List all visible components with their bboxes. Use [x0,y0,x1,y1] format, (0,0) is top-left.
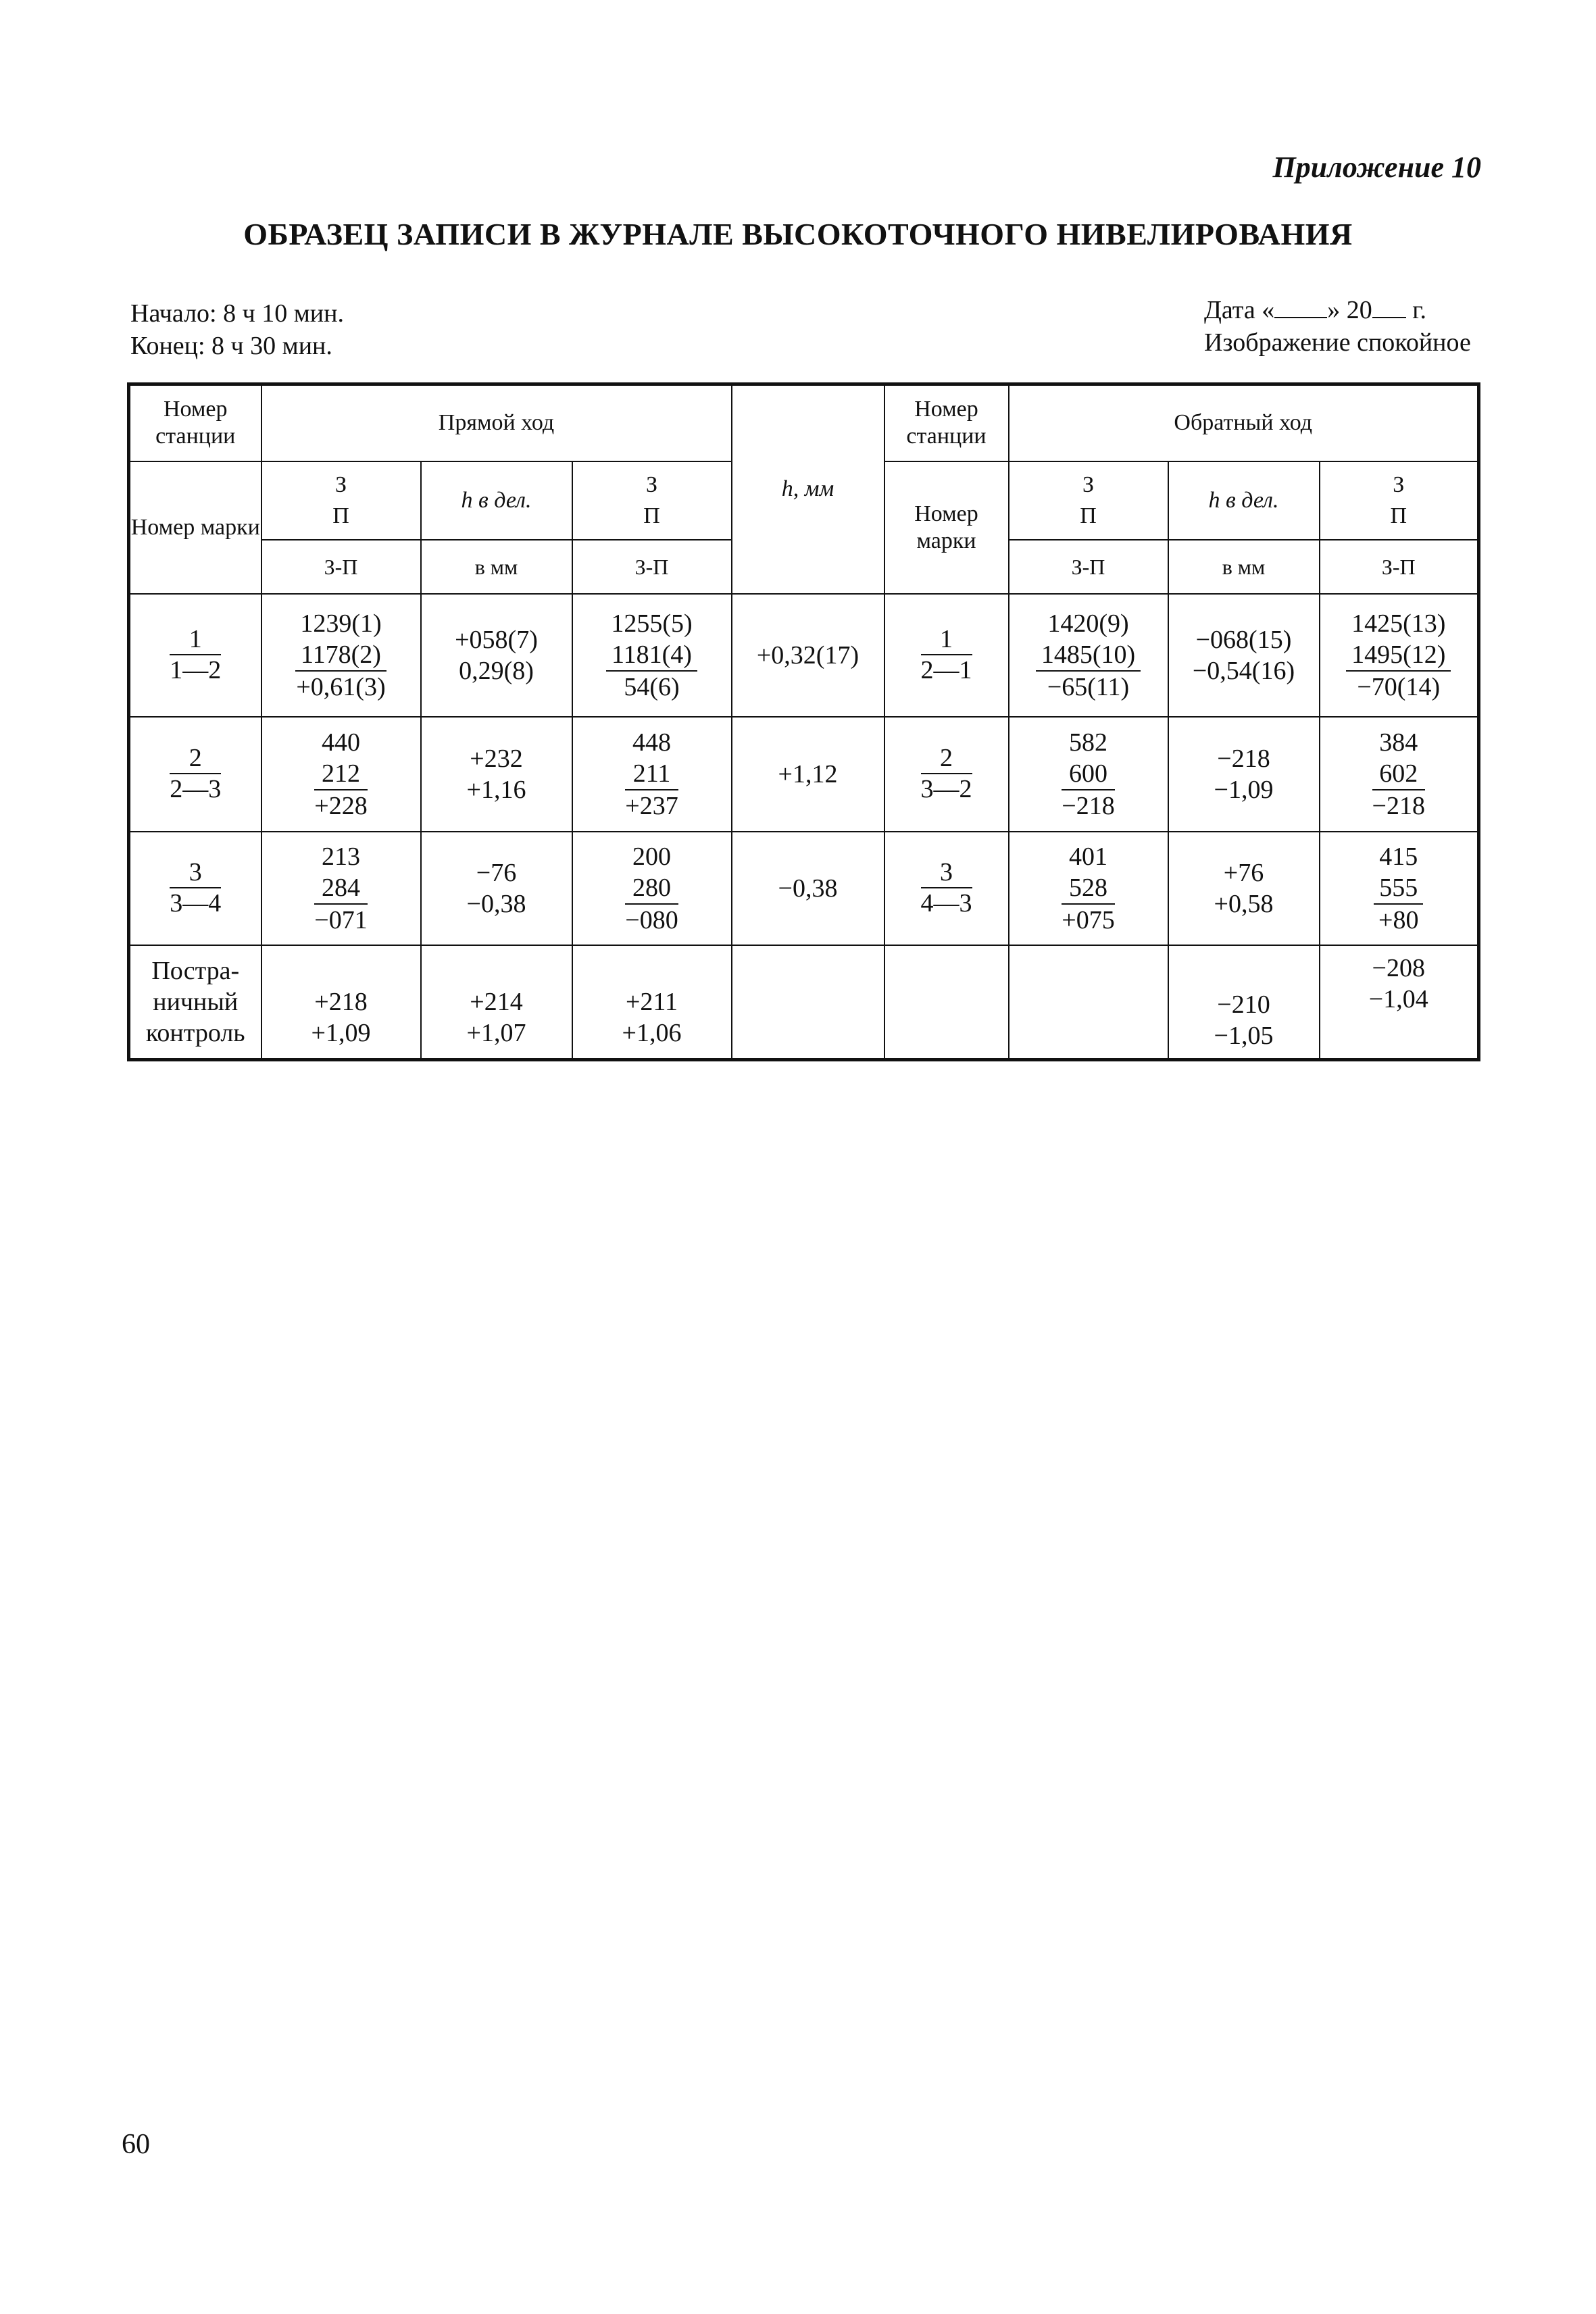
header-zp-1: З П [261,461,421,540]
station-cell-back: $\frac{1}{2—1}$ [884,594,1009,717]
header-z-minus-p-4: З-П [1320,540,1479,594]
forward-reading-1: 1239(1) 1178(2) +0,61(3) [261,594,421,717]
header-in-mm-back: в мм [1168,540,1320,594]
forward-h-div: +232 +1,16 [421,717,572,832]
end-time: Конец: 8 ч 30 мин. [130,332,332,360]
header-z-minus-p-2: З-П [572,540,732,594]
forward-h-div: +058(7) 0,29(8) [421,594,572,717]
header-zp-2: З П [572,461,732,540]
station-cell: $\frac{3}{3—4}$ [129,832,261,945]
date-info [1204,294,1471,359]
header-h-div: h в дел. [421,461,572,540]
header-zp-3: З П [1009,461,1168,540]
control-station-back-empty [884,945,1009,1060]
h-mm-cell: +0,32(17) [732,594,884,717]
leveling-journal-table [127,382,1480,1061]
table-row [129,594,1479,717]
control-forward-h: +214 +1,07 [421,945,572,1060]
header-z-minus-p-3: З-П [1009,540,1168,594]
control-forward-1: +218 +1,09 [261,945,421,1060]
header-h-mm: h, мм [732,384,884,594]
h-mm-cell: −0,38 [732,832,884,945]
table-row [129,832,1479,945]
day-blank [1274,297,1327,318]
backward-reading-1: 582 600 −218 [1009,717,1168,832]
backward-h-div: −068(15) −0,54(16) [1168,594,1320,717]
station-cell: $\frac{1}{1—2}$ [129,594,261,717]
backward-h-div: −218 −1,09 [1168,717,1320,832]
page-control-label: Постра- ничный контроль [129,945,261,1060]
header-mark-number: Номер марки [129,461,261,594]
header-backward-run: Обратный ход [1009,384,1479,461]
forward-reading-2: 448 211 +237 [572,717,732,832]
header-station-number-back: Номер станции [884,384,1009,461]
forward-reading-1: 213 284 −071 [261,832,421,945]
backward-reading-2: 1425(13) 1495(12) −70(14) [1320,594,1479,717]
station-cell-back: $\frac{2}{3—2}$ [884,717,1009,832]
year-blank [1372,297,1406,318]
station-cell-back: $\frac{3}{4—3}$ [884,832,1009,945]
header-mark-number-back: Номер марки [884,461,1009,594]
header-z-minus-p-1: З-П [261,540,421,594]
header-h-div-back: h в дел. [1168,461,1320,540]
time-info [130,297,344,362]
forward-h-div: −76 −0,38 [421,832,572,945]
backward-reading-1: 1420(9) 1485(10) −65(11) [1009,594,1168,717]
control-forward-2: +211 +1,06 [572,945,732,1060]
backward-reading-2: 415 555 +80 [1320,832,1479,945]
header-zp-4: З П [1320,461,1479,540]
image-quality: Изображение спокойное [1204,328,1471,357]
date-prefix: Дата « [1204,296,1275,324]
forward-reading-2: 200 280 −080 [572,832,732,945]
header-forward-run: Прямой ход [261,384,732,461]
start-time: Начало: 8 ч 10 мин. [130,299,344,328]
header-in-mm: в мм [421,540,572,594]
forward-reading-1: 440 212 +228 [261,717,421,832]
backward-reading-2: 384 602 −218 [1320,717,1479,832]
date-suffix: г. [1405,296,1427,324]
forward-reading-2: 1255(5) 1181(4) 54(6) [572,594,732,717]
date-line [1204,294,1471,326]
appendix-label: Приложение 10 [1272,151,1481,184]
page-control-row [129,945,1479,1060]
control-backward-2: −208 −1,04 [1320,945,1479,1060]
backward-reading-1: 401 528 +075 [1009,832,1168,945]
page-number: 60 [122,2129,150,2160]
backward-h-div: +76 +0,58 [1168,832,1320,945]
table-row [129,717,1479,832]
page-title: ОБРАЗЕЦ ЗАПИСИ В ЖУРНАЛЕ ВЫСОКОТОЧНОГО НИВЕЛИРОВАНИЯ [243,217,1353,251]
header-station-number: Номер станции [129,384,261,461]
control-h-mm-empty [732,945,884,1060]
h-mm-cell: +1,12 [732,717,884,832]
control-backward-1-empty [1009,945,1168,1060]
date-mid: » 20 [1327,296,1372,324]
station-cell: $\frac{2}{2—3}$ [129,717,261,832]
control-backward-h: −210 −1,05 [1168,945,1320,1060]
